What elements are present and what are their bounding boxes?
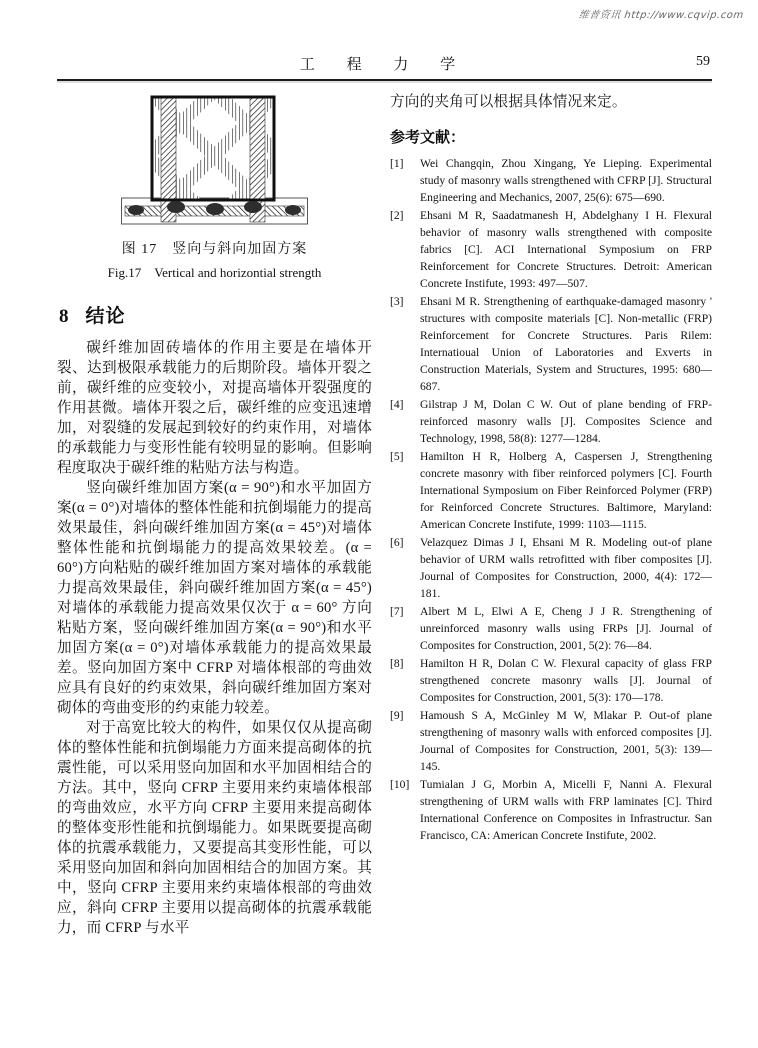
conclusion-paragraph-3: 对于高宽比较大的构件，如果仅仅从提高砌体的整体性能和抗倒塌能力方面来提高砌体的抗震性能，可以采用竖向加固和水平加固相结合的方法。其中，竖向 CFRP 主要用来约束墙体根部的弯曲效应，水平方向 CFRP 主要用来提高砌体的整体变形性能和抗倒塌能力。如果既要提高砌体的抗震承载能力，又要提高其变形性能，可以采用竖向加固和斜向加固相结合的加固方案。其中，竖向 CFRP 主要用来约束墙体根部的弯曲效应，斜向 CFRP 主要用以提高砌体的抗震承载能力，而 CFRP 与水平 [57, 720, 372, 936]
wall-reinforcement-diagram [119, 94, 311, 226]
reference-item-1 [390, 155, 712, 206]
anchor-blob [244, 201, 262, 213]
conclusion-paragraph-2: 竖向碳纤维加固方案(α = 90°)和水平加固方案(α = 0°)对墙体的整体性能和抗倒塌能力的提高效果最佳，斜向碳纤维加固方案(α = 45°)对墙体整体性能和抗倒塌能力的提高效果较差。(α = 60°)方向粘贴的碳纤维加固方案对墙体的承载能力提高效果最佳，斜向碳纤维加固方案(α = 45°)对墙体的承载能力提高效果仅次于 α = 60° 方向粘贴方案，竖向碳纤维加固方案(α = 90°)和水平加固方案(α = 0°)对墙体承载能力的提高效果最差。竖向加固方案中 CFRP 对墙体根部的弯曲效应具有良好的约束效果，斜向碳纤维加固方案对砌体的弯曲变形的约束能力较差。 [57, 480, 372, 716]
reference-text: Gilstrap J M, Dolan C W. Out of plane bending of FRP-reinforced masonry walls [J]. Composites Science and Technology, 1998, 58(8): 1277—1284. [420, 398, 712, 445]
left-column [57, 90, 372, 938]
reference-number: [2] [390, 209, 404, 222]
reference-number: [3] [390, 295, 404, 308]
header-rule [57, 79, 712, 81]
reference-number: [6] [390, 536, 404, 549]
reference-item-2 [390, 207, 712, 292]
continuation-line: 方向的夹角可以根据具体情况来定。 [390, 94, 627, 110]
figure-caption-en: Fig.17 Vertical and horizontial strength [107, 265, 322, 280]
reference-number: [9] [390, 709, 404, 722]
anchor-blob [285, 205, 301, 215]
reference-text: Tumialan J G, Morbin A, Micelli F, Nanni A. Flexural strengthening of URM walls with FRP laminates [C]. Third International Conference on Composites in Infrastructur. San Francisco, CA: American Concrete Instifute, 2002. [420, 778, 712, 842]
section-number: 8 [59, 306, 70, 327]
reference-item-6 [390, 534, 712, 602]
reference-item-8 [390, 655, 712, 706]
anchor-blob [167, 201, 185, 213]
anchor-blob [206, 203, 224, 215]
reference-item-5 [390, 448, 712, 533]
reference-item-9 [390, 707, 712, 775]
conclusion-paragraph-1: 碳纤维加固砖墙体的作用主要是在墙体开裂、达到极限承载能力的后期阶段。墙体开裂之前，碳纤维的应变较小，对提高墙体开裂强度的作用甚微。墙体开裂之后，碳纤维的应变迅速增加，对裂缝的发展起到较好的约束作用，对墙体的承载能力与变形性能有较明显的影响。但影响程度取决于碳纤维的粘贴方法与构造。 [57, 340, 372, 476]
journal-title: 工 程 力 学 [299, 57, 470, 73]
reference-number: [4] [390, 398, 404, 411]
reference-item-4 [390, 396, 712, 447]
reference-number: [8] [390, 657, 404, 670]
references-heading: 参考文献： [390, 129, 466, 146]
reference-text: Hamilton H R, Dolan C W. Flexural capacity of glass FRP strengthened concrete masonry walls [J]. Journal of Composites for Construction, 2001, 5(3): 170—178. [420, 657, 712, 704]
anchor-blob [128, 205, 144, 215]
reference-text: Albert M L, Elwi A E, Cheng J J R. Strengthening of unreinforced masonry walls using FRPs [J]. Journal of Composites for Construction, 2001, 5(2): 76—84. [420, 605, 712, 652]
reference-text: Hamilton H R, Holberg A, Caspersen J, Strengthening concrete masonry with fiber reinforced polymers [C]. Fourth International Symposium on Fiber Reinforced Polymer (FRP) for Reinforced Concrete Structures. Baltimore, Maryland: American Concrete Instifute, 1999: 1103—1115. [420, 450, 712, 531]
reference-number: [5] [390, 450, 404, 463]
reference-item-7 [390, 603, 712, 654]
reference-text: Velazquez Dimas J I, Ehsani M R. Modeling out-of plane behavior of URM walls retrofitted with fiber composites [J]. Journal of Composites for Construction, 2000, 4(4): 172—181. [420, 536, 712, 600]
reference-text: Hamoush S A, McGinley M W, Mlakar P. Out-of plane strengthening of masonry walls with enforced composites [J]. Journal of Composites for Construction, 2001, 5(3): 139—145. [420, 709, 712, 773]
reference-number: [10] [390, 778, 410, 791]
section-heading [59, 301, 372, 328]
reference-text: Wei Changqin, Zhou Xingang, Ye Lieping. Experimental study of masonry walls strengthened with CFRP [J]. Structural Engineering and Mechanics, 2007, 25(6): 675—690. [420, 157, 712, 204]
figure-17-block [57, 94, 372, 281]
section-title: 结论 [85, 306, 126, 327]
references-list [390, 155, 712, 844]
figure-caption-zh: 图 17 竖向与斜向加固方案 [121, 242, 308, 257]
cqvip-watermark: 维普资讯 http://www.cqvip.com [578, 10, 745, 21]
journal-header [57, 53, 712, 75]
page-number: 59 [696, 54, 710, 69]
reference-text: Ehsani M R. Strengthening of earthquake-damaged masonry ' structures with composite materials [C]. Non-metallic (FRP) Reinforcement for Concrete Structures. Paris Rilem: Internatioual Union of Laboratories and Exverts in Construction Materials, System and Structures, 1995: 680—687. [420, 295, 712, 393]
reference-number: [7] [390, 605, 404, 618]
reference-text: Ehsani M R, Saadatmanesh H, Abdelghany I H. Flexural behavior of masonry walls strengthened with composite fabrics [C]. ACI International Symposium on FRP Reinforcement for Concrete Structures. Detroit: American Concrete Instifute, 1993: 497—507. [420, 209, 712, 290]
right-column [390, 90, 712, 845]
reference-number: [1] [390, 157, 404, 170]
reference-item-3 [390, 293, 712, 395]
reference-item-10 [390, 776, 712, 844]
